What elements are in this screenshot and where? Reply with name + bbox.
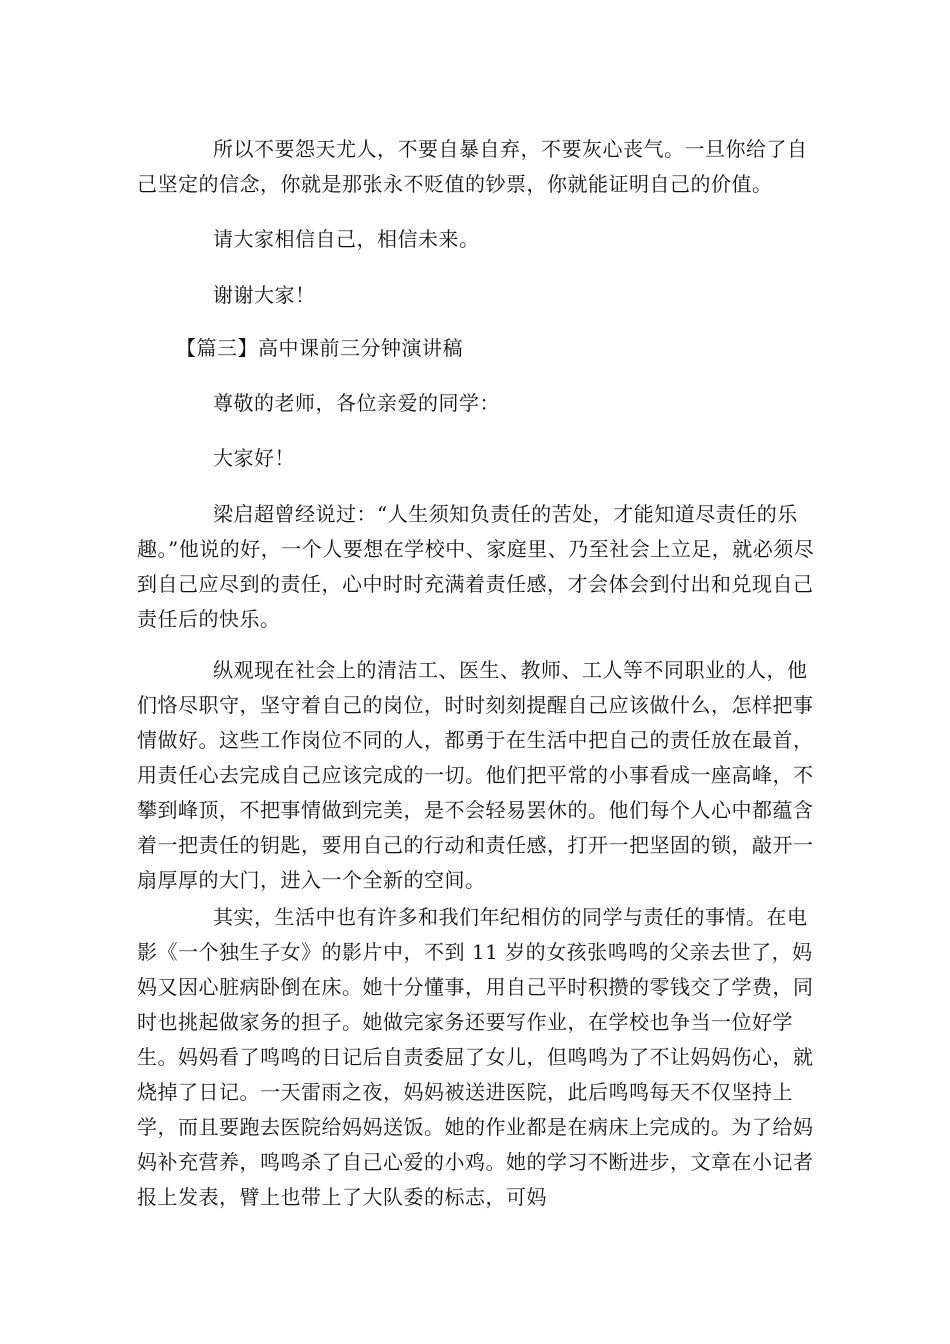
- paragraph-salutation: 尊敬的老师，各位亲爱的同学：: [213, 391, 500, 415]
- paragraph-greeting: 大家好！: [213, 446, 295, 470]
- paragraph-closing-advice: 所以不要怨天尤人，不要自暴自弃，不要灰心丧气。一旦你给了自己坚定的信念，你就是那张永不贬值的钞票，你就能证明自己的价值。: [137, 137, 808, 196]
- paragraph-thanks: 谢谢大家！: [213, 283, 316, 307]
- section-heading: 【篇三】高中课前三分钟演讲稿: [176, 336, 463, 360]
- paragraph-story: 其实，生活中也有许多和我们年纪相仿的同学与责任的事情。在电影《一个独生子女》的影片中，不到 11 岁的女孩张鸣鸣的父亲去世了，妈妈又因心脏病卧倒在床。她十分懂事，用自己平时积攒的零钱交了学费，同时也挑起做家务的担子。她做完家务还要写作业，在学校也争当一位好学生。妈妈看了鸣鸣的日记后自责委屈了女儿，但鸣鸣为了不让妈妈伤心，就烧掉了日记。一天雷雨之夜，妈妈被送进医院，此后鸣鸣每天不仅坚持上学，而且要跑去医院给妈妈送饭。她的作业都是在病床上完成的。为了给妈妈补充营养，鸣鸣杀了自己心爱的小鸡。她的学习不断进步，文章在小记者报上发表，臂上也带上了大队委的标志，可妈: [137, 905, 814, 1209]
- paragraph-quote: 梁启超曾经说过：“人生须知负责任的苦处，才能知道尽责任的乐趣。”他说的好，一个人要想在学校中、家庭里、乃至社会上立足，就必须尽到自己应尽到的责任，心中时时充满着责任感，才会体会到付出和兑现自己责任后的快乐。: [137, 502, 815, 631]
- paragraph-professions: 纵观现在社会上的清洁工、医生、教师、工人等不同职业的人，他们恪尽职守，坚守着自己的岗位，时时刻刻提醒自己应该做什么，怎样把事情做好。这些工作岗位不同的人，都勇于在生活中把自己的责任放在最首，用责任心去完成自己应该完成的一切。他们把平常的小事看成一座高峰，不攀到峰顶，不把事情做到完美，是不会轻易罢休的。他们每个人心中都蕴含着一把责任的钥匙，要用自己的行动和责任感，打开一把坚固的锁，敲开一扇厚厚的大门，进入一个全新的空间。: [137, 658, 814, 892]
- paragraph-believe: 请大家相信自己，相信未来。: [213, 227, 480, 251]
